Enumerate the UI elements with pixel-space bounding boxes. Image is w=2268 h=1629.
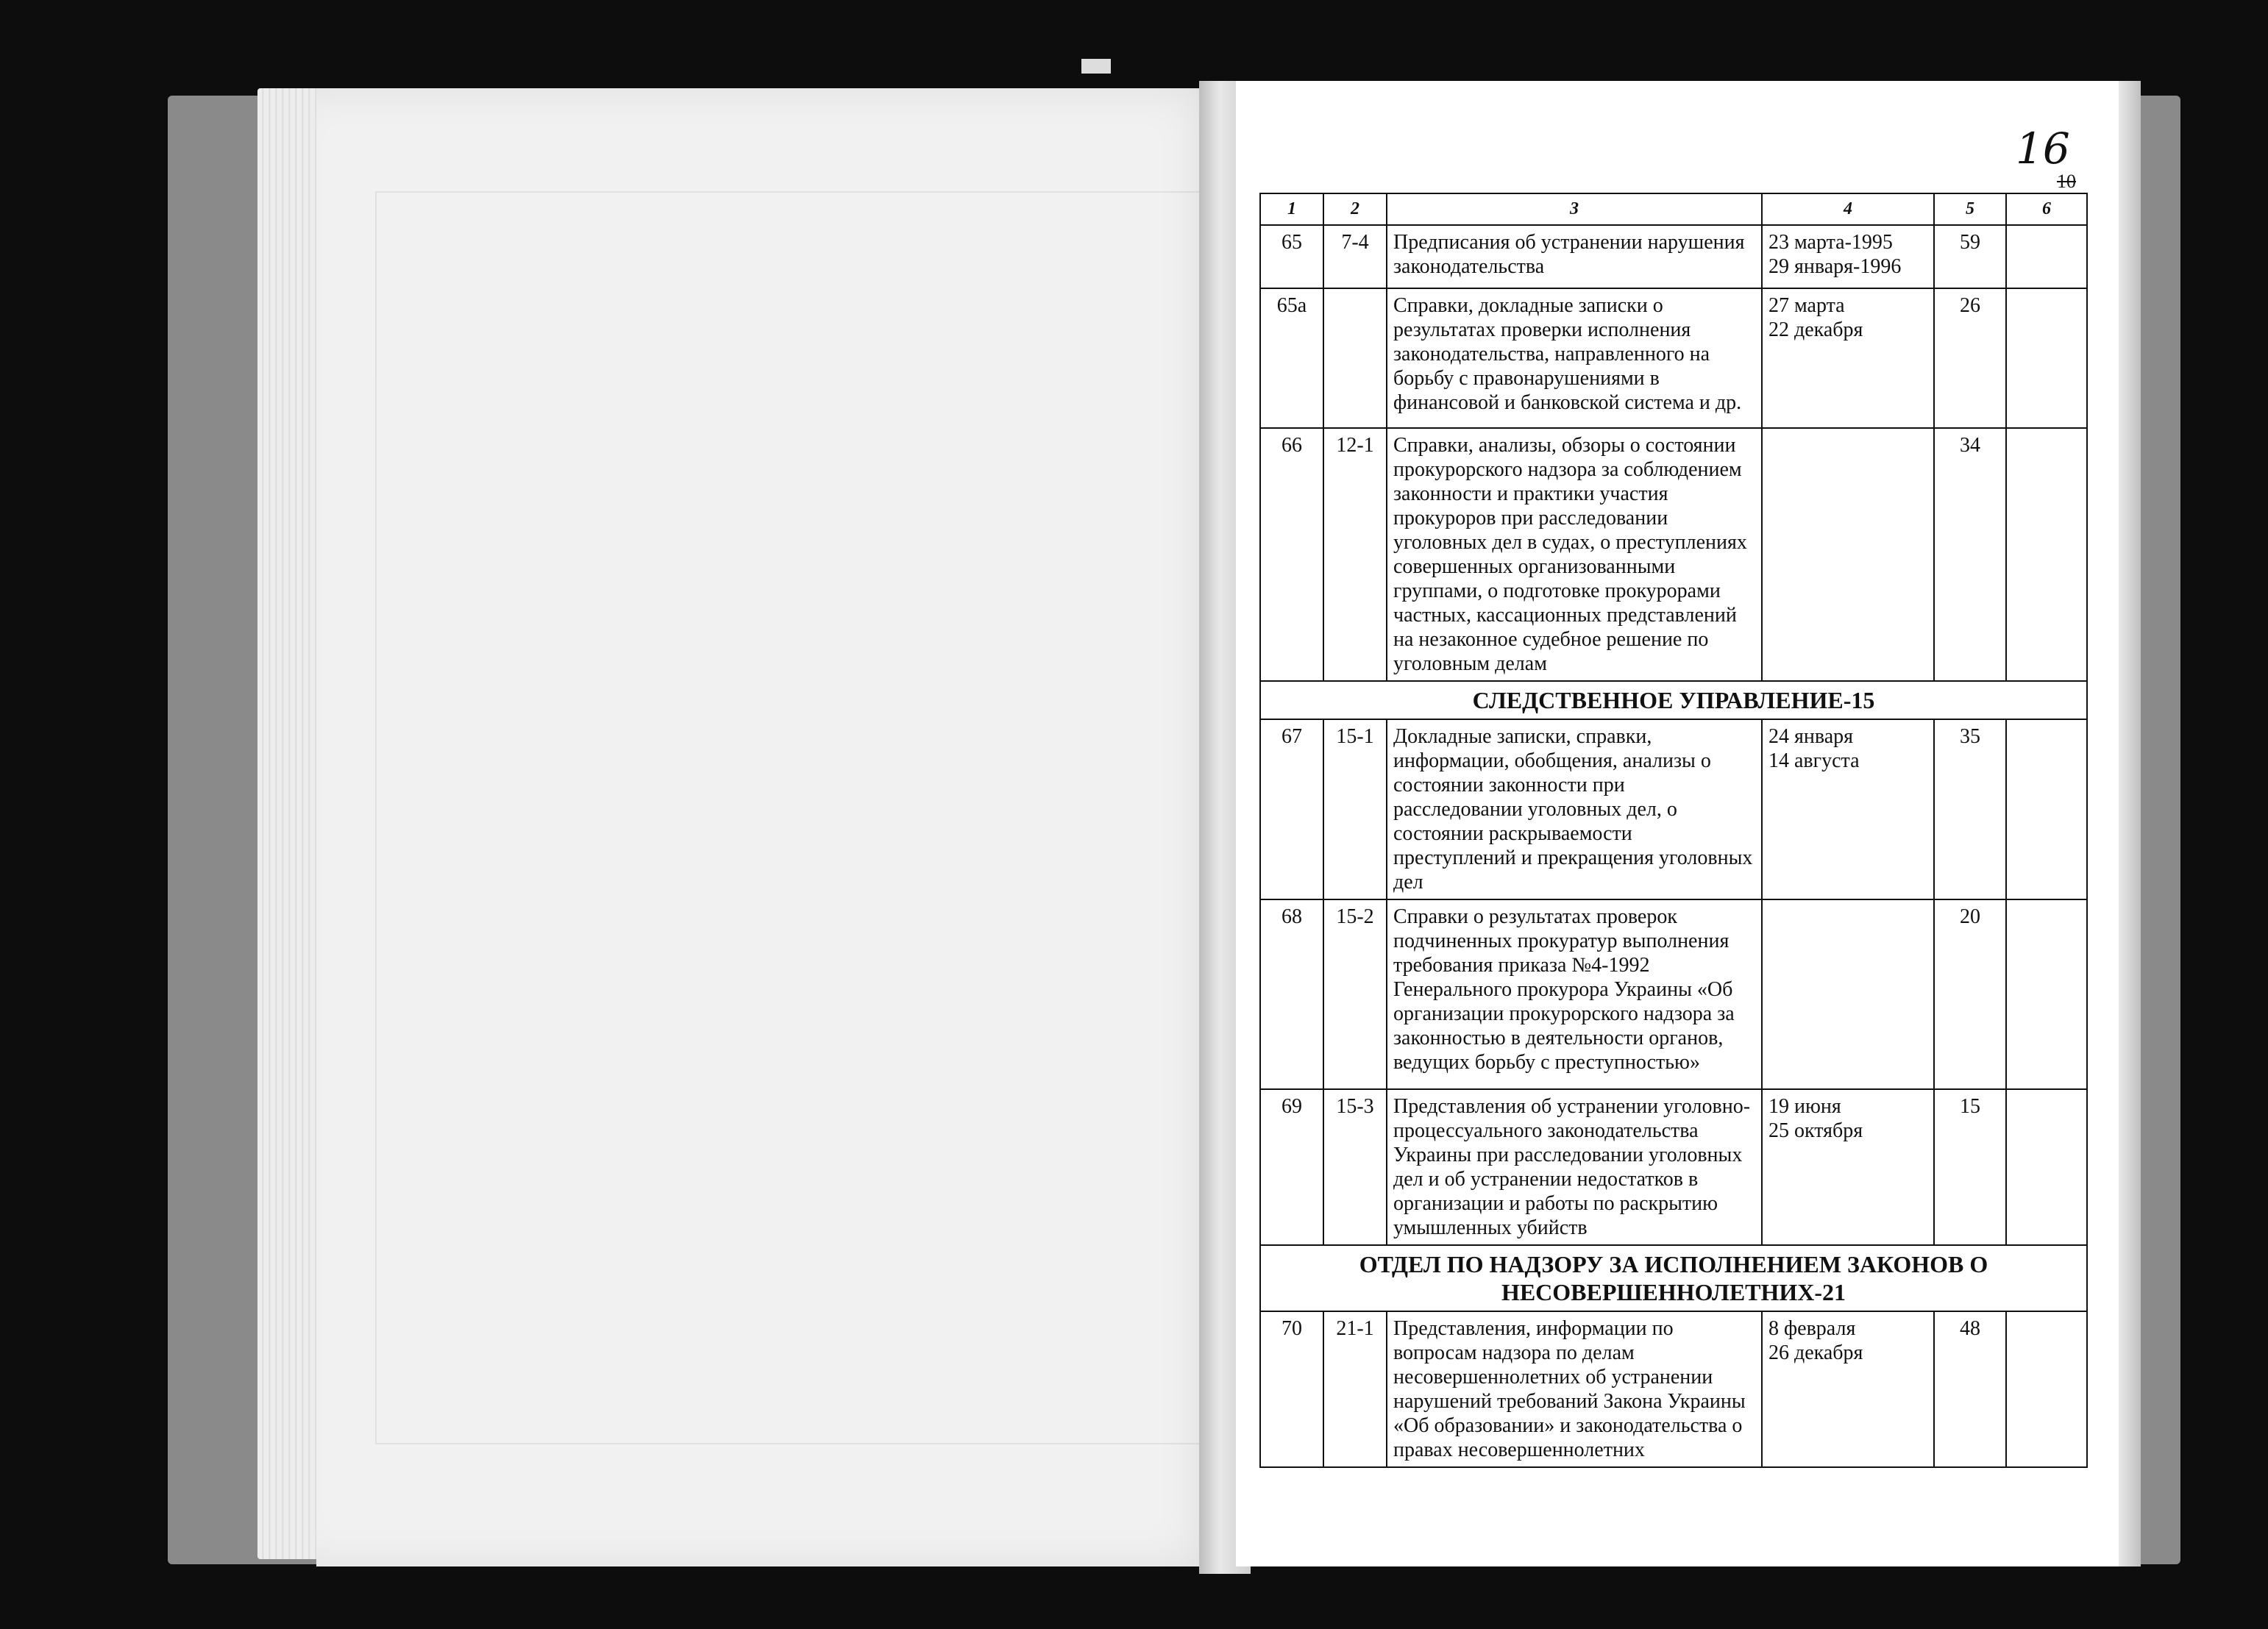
cell-title: Докладные записки, справки, информации, обобщения, анализы о состоянии законности при расследовании уголовных дел, о состоянии раскрываемости преступлений и прекращения уголовных дел (1387, 719, 1762, 899)
cell-index: 7-4 (1323, 225, 1387, 288)
table-row (1260, 899, 2087, 1089)
cell-index: 15-1 (1323, 719, 1387, 899)
cell-title: Представления об устранении уголовно-процессуального законодательства Украины при расследовании уголовных дел и об устранении недостатков в организации и работы по раскрытию умышленных убийств (1387, 1089, 1762, 1245)
cell-sheets: 26 (1934, 288, 2006, 428)
cell-number: 65 (1260, 225, 1323, 288)
cell-title: Справки, докладные записки о результатах проверки исполнения законодательства, направленного на борьбу с правонарушениями в финансовой и банковской система и др. (1387, 288, 1762, 428)
left-page-bleed-through (375, 191, 1202, 1444)
cell-dates: 8 февраля 26 декабря (1762, 1311, 1934, 1467)
cell-note (2006, 1089, 2087, 1245)
cell-dates: 23 марта-1995 29 января-1996 (1762, 225, 1934, 288)
cell-sheets: 34 (1934, 428, 2006, 681)
right-page-edge (2119, 81, 2141, 1566)
cell-index (1323, 288, 1387, 428)
cell-number: 67 (1260, 719, 1323, 899)
cell-number: 66 (1260, 428, 1323, 681)
cell-dates: 19 июня 25 октября (1762, 1089, 1934, 1245)
header-col-5: 5 (1934, 193, 2006, 225)
header-col-2: 2 (1323, 193, 1387, 225)
table-row (1260, 428, 2087, 681)
header-col-3: 3 (1387, 193, 1762, 225)
cell-title: Справки о результатах проверок подчиненных прокуратур выполнения требования приказа №4-1992 Генерального прокурора Украины «Об организации прокурорского надзора за законностью в деятельности органов, ведущих борьбу с преступностью» (1387, 899, 1762, 1089)
cell-dates: 24 января 14 августа (1762, 719, 1934, 899)
cell-note (2006, 899, 2087, 1089)
header-col-4: 4 (1762, 193, 1934, 225)
table-row (1260, 1311, 2087, 1467)
cell-sheets: 35 (1934, 719, 2006, 899)
table-row (1260, 719, 2087, 899)
cell-note (2006, 1311, 2087, 1467)
cell-note (2006, 428, 2087, 681)
table-row (1260, 1089, 2087, 1245)
header-col-1: 1 (1260, 193, 1323, 225)
cell-number: 70 (1260, 1311, 1323, 1467)
table-body (1260, 225, 2087, 1467)
section-heading: СЛЕДСТВЕННОЕ УПРАВЛЕНИЕ-15 (1260, 681, 2087, 719)
table-row (1260, 225, 2087, 288)
cell-dates (1762, 428, 1934, 681)
table-row (1260, 288, 2087, 428)
handwritten-page-number: 16 (2016, 124, 2070, 174)
cell-sheets: 48 (1934, 1311, 2006, 1467)
cell-index: 12-1 (1323, 428, 1387, 681)
cell-note (2006, 719, 2087, 899)
cell-number: 68 (1260, 899, 1323, 1089)
cell-sheets: 59 (1934, 225, 2006, 288)
cell-number: 65а (1260, 288, 1323, 428)
cell-note (2006, 288, 2087, 428)
stamped-page-number: 10 (2057, 171, 2076, 192)
cell-index: 21-1 (1323, 1311, 1387, 1467)
cell-sheets: 20 (1934, 899, 2006, 1089)
cell-dates (1762, 899, 1934, 1089)
cell-sheets: 15 (1934, 1089, 2006, 1245)
section-heading-row (1260, 681, 2087, 719)
cell-index: 15-3 (1323, 1089, 1387, 1245)
section-heading: ОТДЕЛ ПО НАДЗОРУ ЗА ИСПОЛНЕНИЕМ ЗАКОНОВ О НЕСОВЕРШЕННОЛЕТНИХ-21 (1260, 1245, 2087, 1311)
cell-title: Представления, информации по вопросам надзора по делам несовершеннолетних об устранении нарушений требований Закона Украины «Об образовании» и законодательства о правах несовершеннолетних (1387, 1311, 1762, 1467)
cell-note (2006, 225, 2087, 288)
binding-clip (1081, 59, 1111, 74)
inventory-table (1259, 193, 2088, 1468)
table-header-row (1260, 193, 2087, 225)
section-heading-row (1260, 1245, 2087, 1311)
cell-title: Предписания об устранении нарушения законодательства (1387, 225, 1762, 288)
cell-dates: 27 марта 22 декабря (1762, 288, 1934, 428)
cell-title: Справки, анализы, обзоры о состоянии прокурорского надзора за соблюдением законности и практики участия прокуроров при расследовании уголовных дел в судах, о преступлениях совершенных организованными группами, о подготовке прокурорами частных, кассационных представлений на незаконное судебное решение по уголовным делам (1387, 428, 1762, 681)
cell-number: 69 (1260, 1089, 1323, 1245)
header-col-6: 6 (2006, 193, 2087, 225)
cell-index: 15-2 (1323, 899, 1387, 1089)
